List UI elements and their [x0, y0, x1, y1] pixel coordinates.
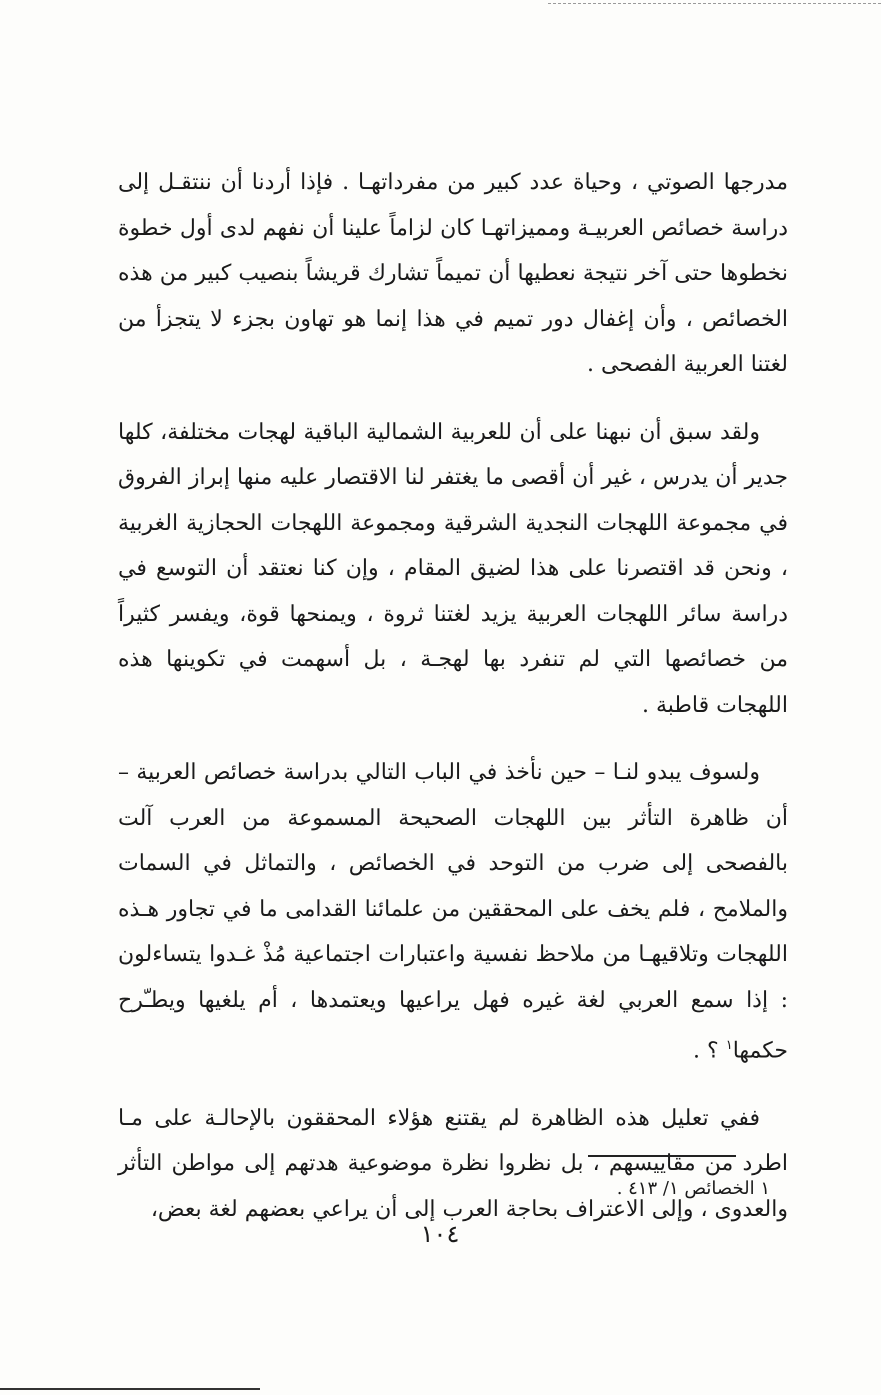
footnote-divider — [588, 1155, 736, 1157]
page-number: ١٠٤ — [420, 1220, 460, 1248]
footnote-reference: ١ — [725, 1038, 733, 1053]
footnote: ١ الخصائص ١/ ٤١٣ . — [616, 1178, 770, 1199]
paragraph-4: ففي تعليل هذه الظاهرة لم يقتنع هؤلاء المحققون بالإحالـة على مـا اطرد من مقاييسهم ، بل نظروا نظرة موضوعية هدتهم إلى مواطن التأثر والعدوى ، وإلى الاعتراف بحاجة العرب إلى أن يراعي بعضهم لغة بعض، — [118, 1105, 788, 1222]
paragraph-1: مدرجها الصوتي ، وحياة عدد كبير من مفرداتهـا . فإذا أردنا أن ننتقـل إلى دراسة خصائص العربيـة ومميزاتهـا كان لزاماً علينا أن نفهم لدى أول خطوة نخطوها حتى آخر نتيجة نعطيها أن تميماً تشارك قريشاً بنصيب كبير من هذه الخصائص ، وأن إغفال دور تميم في هذا إنما هو تهاون بجزء لا يتجزأ من لغتنا العربية الفصحى . — [118, 170, 788, 377]
paragraph-3 — [118, 750, 788, 1074]
paragraph-3-text: ولسوف يبدو لنـا – حين نأخذ في الباب التالي بدراسة خصائص العربية – أن ظاهرة التأثر بين اللهجات الصحيحة المسموعة من العرب آلت بالفصحى إلى ضرب من التوحد في الخصائص ، والتماثل في السمات والملامح ، فلم يخف على المحققين من علمائنا القدامى ما في تجاور هـذه اللهجات وتلاقيهـا من ملاحظ نفسية واعتبارات اجتماعية مُذْ غـدوا يتساءلون : إذا سمع العربي لغة غيره فهل يراعيها ويعتمدها ، أم يلغيها ويطـّرح حكمها — [118, 760, 788, 1064]
bottom-edge-rule — [0, 1388, 260, 1390]
body-text — [118, 160, 788, 1254]
top-edge-rule — [548, 3, 881, 4]
paragraph-2: ولقد سبق أن نبهنا على أن للعربية الشمالية الباقية لهجات مختلفة، كلها جدير أن يدرس ، غير أن أقصى ما يغتفر لنا الاقتصار عليه منها إبراز الفروق في مجموعة اللهجات النجدية الشرقية ومجموعة اللهجات الحجازية الغربية ، ونحن قد اقتصرنا على هذا لضيق المقام ، وإن كنا نعتقد أن التوسع في دراسة سائر اللهجات العربية يزيد لغتنا ثروة ، ويمنحها قوة، ويفسر كثيراً من خصائصها التي لم تنفرد بها لهجـة ، بل أسهمت في تكوينها هذه اللهجات قاطبة . — [118, 419, 788, 718]
paragraph-3-tail: ؟ . — [693, 1038, 726, 1064]
